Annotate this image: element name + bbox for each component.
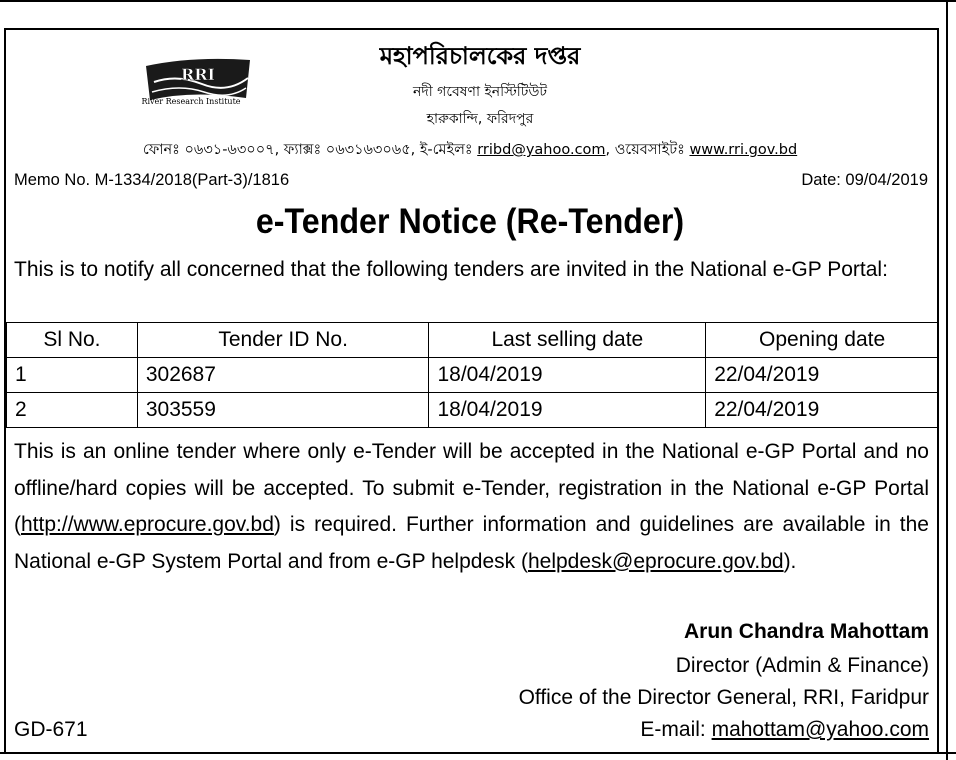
signatory-email-line — [640, 718, 929, 742]
memo-number: Memo No. M-1334/2018(Part-3)/1816 — [14, 171, 290, 189]
table-header-row — [7, 323, 939, 358]
instructions-text-1: This is an online tender where only e-Tender will be accepted in the National e-GP Portal and no offline/hard copies will be accepted. To submit e-Tender, registration in the National e-GP Portal ( — [14, 440, 929, 536]
instructions-text-3: ). — [783, 549, 797, 573]
website-link[interactable]: www.rri.gov.bd — [689, 142, 798, 158]
table-row — [7, 393, 939, 428]
institute-location: হারুকান্দি, ফরিদপুর — [426, 111, 534, 127]
right-rule — [946, 0, 948, 760]
cell-last-selling-date: 18/04/2019 — [429, 393, 706, 428]
header-last-selling-date: Last selling date — [429, 323, 706, 358]
cell-opening-date: 22/04/2019 — [706, 358, 939, 393]
header-opening-date: Opening date — [706, 323, 939, 358]
cell-sl-no: 2 — [7, 393, 138, 428]
signatory-designation: Director (Admin & Finance) — [675, 654, 929, 677]
email-label: E-mail: — [640, 718, 712, 741]
signatory-name: Arun Chandra Mahottam — [683, 620, 929, 643]
instructions-text-2: ) is required. Further information and guidelines are available in the National e-GP System Portal and from e-GP helpdesk ( — [14, 513, 929, 573]
cell-sl-no: 1 — [7, 358, 138, 393]
office-title: মহাপরিচালকের দপ্তর — [379, 42, 581, 70]
memo-date: Date: 09/04/2019 — [801, 171, 928, 189]
helpdesk-email-link[interactable]: helpdesk@eprocure.gov.bd — [527, 549, 784, 573]
contact-prefix: ফোনঃ ০৬৩১-৬৩০০৭, ফ্যাক্সঃ ০৬৩১৬৩০৬৫, ই-মেইলঃ — [142, 142, 478, 158]
table-row — [7, 358, 939, 393]
notice-intro: This is to notify all concerned that the following tenders are invited in the National e-GP Portal: — [14, 258, 888, 281]
signatory-office: Office of the Director General, RRI, Faridpur — [518, 686, 929, 709]
top-rule — [0, 0, 956, 2]
tender-table — [6, 322, 939, 428]
website-prefix: , ওয়েবসাইটঃ — [605, 142, 690, 158]
institute-name: নদী গবেষণা ইনস্টিটিউট — [413, 84, 547, 100]
eprocure-link[interactable]: http://www.eprocure.gov.bd — [21, 513, 274, 536]
cell-tender-id: 303559 — [137, 393, 429, 428]
contact-line — [40, 139, 900, 163]
logo-subtitle: River Research Institute — [141, 97, 241, 106]
gd-code: GD-671 — [14, 718, 88, 741]
tender-instructions — [14, 434, 929, 580]
cell-opening-date: 22/04/2019 — [706, 393, 939, 428]
logo-text: RRI — [180, 65, 216, 84]
cell-tender-id: 302687 — [137, 358, 429, 393]
header-tender-id: Tender ID No. — [137, 323, 429, 358]
signatory-email-link[interactable]: mahottam@yahoo.com — [711, 718, 929, 741]
contact-email-link[interactable]: rribd@yahoo.com — [477, 142, 606, 158]
cell-last-selling-date: 18/04/2019 — [429, 358, 706, 393]
notice-title: e-Tender Notice (Re-Tender) — [255, 202, 685, 241]
header-sl-no: Sl No. — [7, 323, 138, 358]
